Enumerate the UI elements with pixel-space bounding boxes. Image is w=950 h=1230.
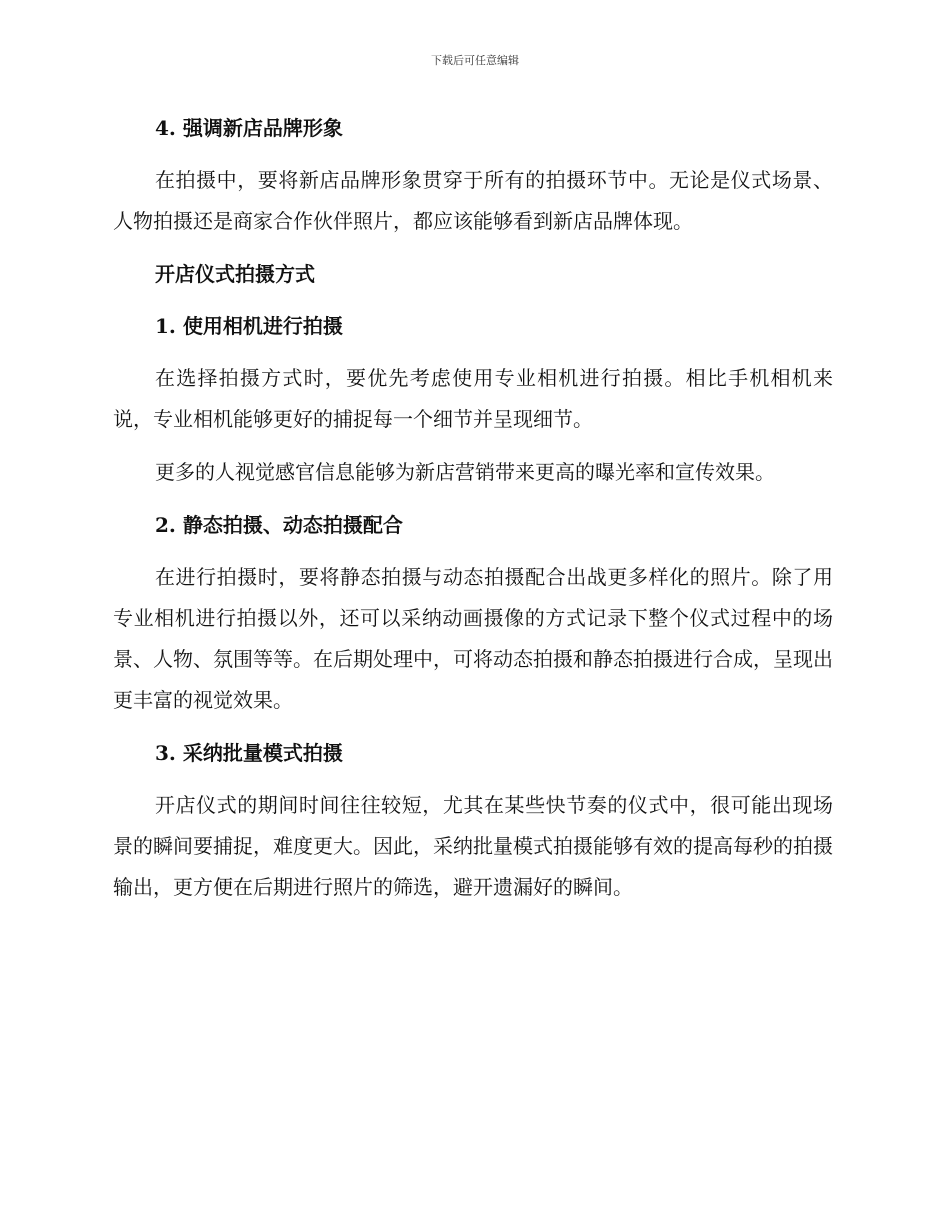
page-header: 下载后可任意编辑 [431,54,519,67]
section-heading-static-dynamic: 2. 静态拍摄、动态拍摄配合 [155,513,403,537]
section-heading-shooting-methods: 开店仪式拍摄方式 [155,262,315,286]
document-body [113,108,833,920]
paragraph-visual-info: 更多的人视觉感官信息能够为新店营销带来更高的曝光率和宣传效果。 [155,460,775,484]
paragraph-static-dynamic: 在进行拍摄时，要将静态拍摄与动态拍摄配合出战更多样化的照片。除了用专业相机进行拍摄以外，还可以采纳动画摄像的方式记录下整个仪式过程中的场景、人物、氛围等等。在后期处理中，可将动态拍摄和静态拍摄进行合成，呈现出更丰富的视觉效果。 [113,565,833,712]
paragraph-use-camera: 在选择拍摄方式时，要优先考虑使用专业相机进行拍摄。相比手机相机来说，专业相机能够更好的捕捉每一个细节并呈现细节。 [113,366,833,431]
section-heading-brand-image: 4. 强调新店品牌形象 [155,116,343,140]
paragraph-brand-image: 在拍摄中，要将新店品牌形象贯穿于所有的拍摄环节中。无论是仪式场景、人物拍摄还是商家合作伙伴照片，都应该能够看到新店品牌体现。 [113,168,833,233]
section-heading-use-camera: 1. 使用相机进行拍摄 [155,314,343,338]
paragraph-batch-mode: 开店仪式的期间时间往往较短，尤其在某些快节奏的仪式中，很可能出现场景的瞬间要捕捉，难度更大。因此，采纳批量模式拍摄能够有效的提高每秒的拍摄输出，更方便在后期进行照片的筛选，避开遗漏好的瞬间。 [113,793,833,899]
section-heading-batch-mode: 3. 采纳批量模式拍摄 [155,741,343,765]
